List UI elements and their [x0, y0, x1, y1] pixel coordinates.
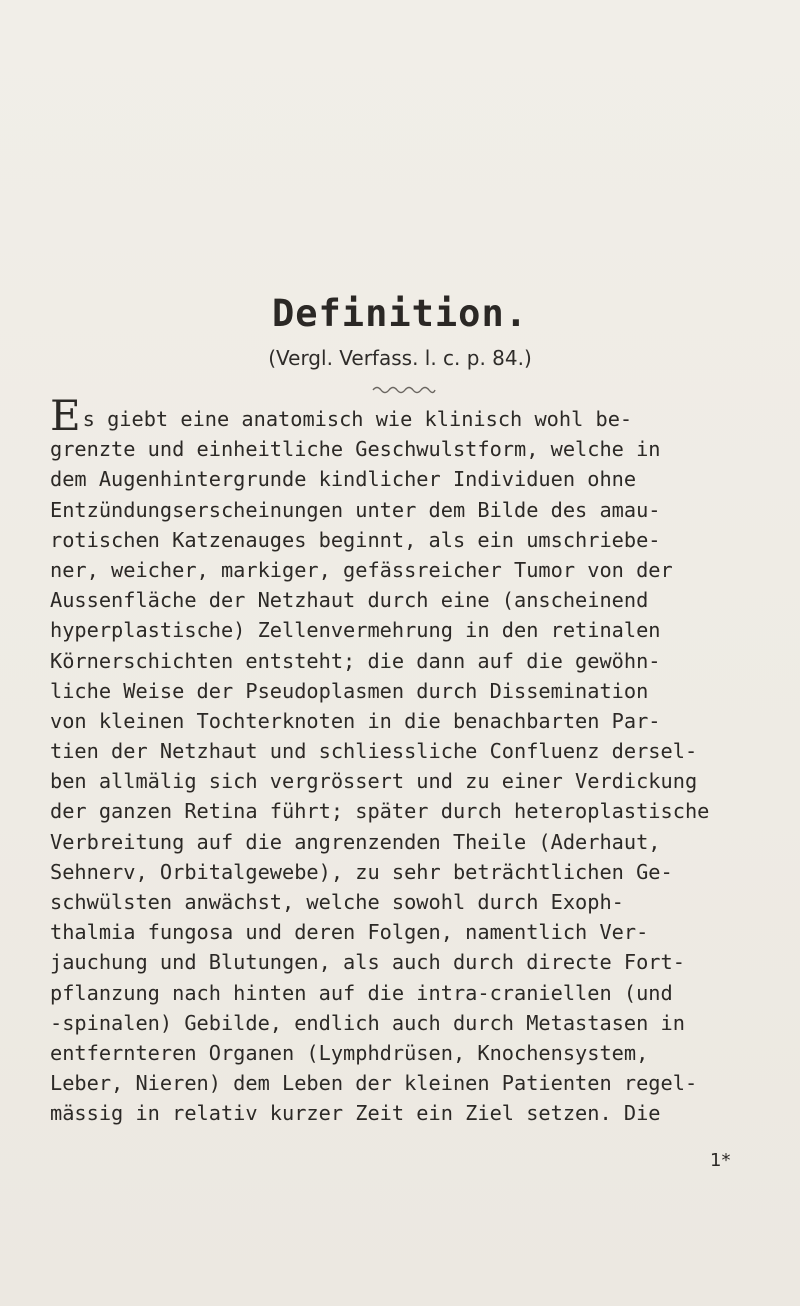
- text-line: Sehnerv, Orbitalgewebe), zu sehr beträchtlichen Ge-: [50, 859, 673, 884]
- text-line: liche Weise der Pseudoplasmen durch Dissemination: [50, 678, 649, 703]
- text-line: rotischen Katzenauges beginnt, als ein umschriebe-: [50, 527, 661, 552]
- text-line: Leber, Nieren) dem Leben der kleinen Patienten regel-: [50, 1071, 698, 1096]
- text-line: entfernteren Organen (Lymphdrüsen, Knochensystem,: [50, 1040, 649, 1065]
- text-line: Verbreitung auf die angrenzenden Theile (Aderhaut,: [50, 829, 661, 854]
- text-line: -spinalen) Gebilde, endlich auch durch Metastasen in: [50, 1010, 685, 1035]
- signature-mark: 1*: [710, 1150, 731, 1171]
- wavy-ornament-icon: [372, 384, 436, 394]
- text-line: mässig in relativ kurzer Zeit ein Ziel setzen. Die: [50, 1101, 661, 1126]
- text-line: ben allmälig sich vergrössert und zu einer Verdickung: [50, 769, 698, 794]
- text-line: tien der Netzhaut und schliessliche Confluenz dersel-: [50, 739, 698, 764]
- text-line: schwülsten anwächst, welche sowohl durch Exoph-: [50, 890, 624, 914]
- text-line: von kleinen Tochterknoten in die benachbarten Par-: [50, 708, 661, 733]
- text-line: pflanzung nach hinten auf die intra-craniellen (und: [50, 980, 673, 1005]
- text-line: Aussenfläche der Netzhaut durch eine (anscheinend: [50, 588, 649, 613]
- body-paragraph: [50, 391, 765, 1129]
- text-line: Es giebt eine anatomisch wie klinisch wohl be-: [50, 391, 633, 440]
- page-subtitle: (Vergl. Verfass. l. c. p. 84.): [268, 346, 532, 370]
- text-line: Entzündungserscheinungen unter dem Bilde des amau-: [50, 497, 661, 522]
- text-line: thalmia fungosa und deren Folgen, namentlich Ver-: [50, 920, 649, 945]
- text-line: grenzte und einheitliche Geschwulstform, welche in: [50, 437, 661, 462]
- text-line: ner, weicher, markiger, gefässreicher Tumor von der: [50, 557, 673, 582]
- text-line: jauchung und Blutungen, als auch durch directe Fort-: [50, 950, 685, 975]
- page-title: Definition.: [271, 292, 529, 335]
- text-line: der ganzen Retina führt; später durch heteroplastische: [50, 799, 710, 824]
- text-line: hyperplastische) Zellenvermehrung in den retinalen: [50, 618, 661, 643]
- drop-cap: E: [50, 391, 81, 440]
- text-line: dem Augenhintergrunde kindlicher Individuen ohne: [50, 467, 637, 492]
- text-line: Körnerschichten entsteht; die dann auf die gewöhn-: [50, 648, 661, 673]
